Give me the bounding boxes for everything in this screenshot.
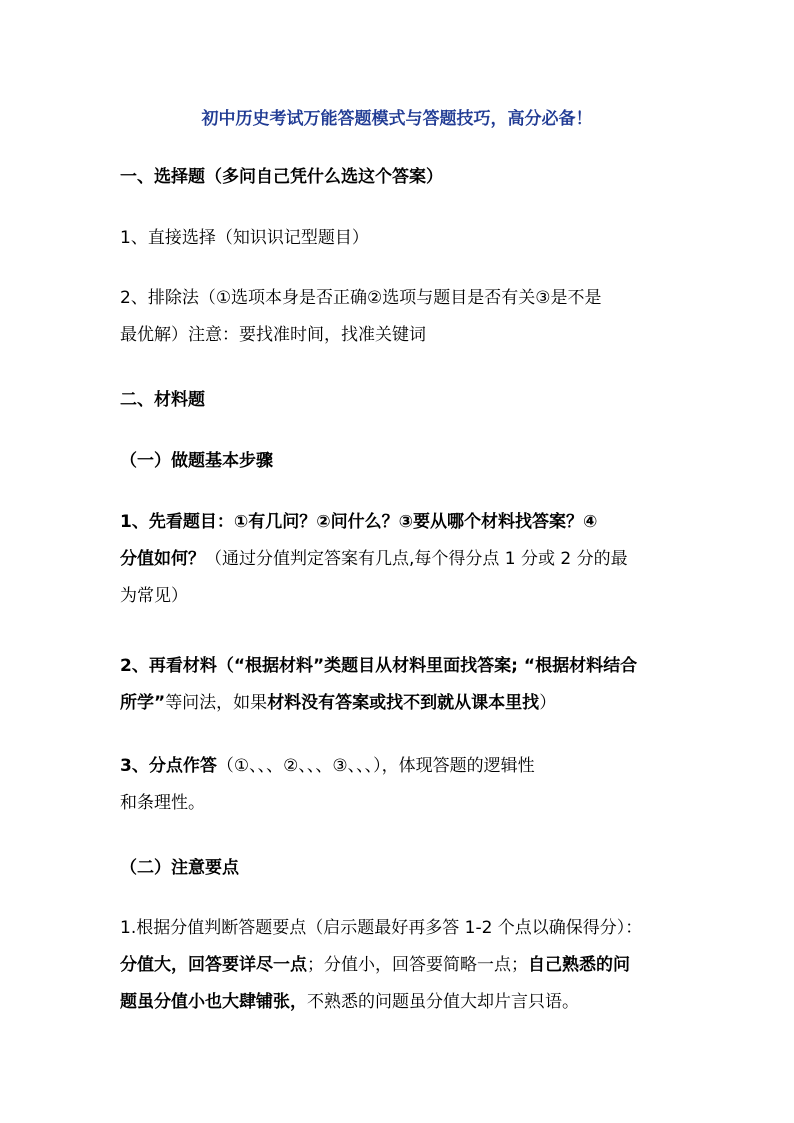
document-title: 初中历史考试万能答题模式与答题技巧，高分必备！ — [201, 109, 593, 129]
step-3-bold: 3、分点作答 — [120, 756, 217, 776]
point-1-bold-1: 分值大，回答要详尽一点 — [120, 955, 307, 975]
step-2-bold-2: 所学” — [120, 693, 166, 713]
step-1-bold-2: 分值如何？ — [120, 549, 205, 569]
step-2 — [120, 648, 680, 722]
choice-tip-2-line-1: 2、排除法（①选项本身是否正确②选项与题目是否有关③是不是 — [120, 288, 602, 308]
point-1-normal-1: ；分值小，回答要简略一点； — [307, 955, 528, 975]
section-1-heading: 一、选择题（多问自己凭什么选这个答案） — [120, 167, 443, 187]
section-2-heading: 二、材料题 — [120, 390, 205, 410]
step-2-end: ） — [539, 693, 557, 713]
step-2-normal: 等问法，如果 — [165, 693, 268, 713]
choice-tip-2-line-2: 最优解）注意：要找准时间，找准关键词 — [120, 325, 426, 345]
step-1-line-3: 为常见） — [120, 586, 188, 606]
step-3-normal: （①、、、②、、、③、、、），体现答题的逻辑性 — [216, 756, 535, 776]
subsection-2-heading: （二）注意要点 — [120, 858, 239, 878]
choice-tip-2 — [120, 280, 680, 354]
point-1-bold-2: 自己熟悉的问 — [528, 955, 630, 975]
step-1-note: （通过分值判定答案有几点,每个得分点 1 分或 2 分的最 — [205, 549, 628, 569]
point-1 — [120, 910, 696, 1021]
subsection-1-heading: （一）做题基本步骤 — [120, 451, 273, 471]
step-2-bold-3: 材料没有答案或找不到就从课本里找 — [267, 693, 540, 713]
step-2-bold: 2、再看材料（“根据材料”类题目从材料里面找答案; “根据材料结合 — [120, 656, 638, 676]
point-1-line-1: 1.根据分值判断答题要点（启示题最好再多答 1-2 个点以确保得分）： — [120, 918, 643, 938]
step-3 — [120, 748, 680, 822]
step-1 — [120, 504, 680, 615]
step-3-line-2: 和条理性。 — [120, 793, 205, 813]
point-1-bold-3: 题虽分值小也大肆铺张， — [120, 992, 307, 1012]
point-1-normal-2: 不熟悉的问题虽分值大却片言只语。 — [307, 992, 579, 1012]
step-1-bold: 1、先看题目：①有几问？②问什么？③要从哪个材料找答案？④ — [120, 512, 598, 532]
choice-tip-1: 1、直接选择（知识识记型题目） — [120, 228, 369, 248]
